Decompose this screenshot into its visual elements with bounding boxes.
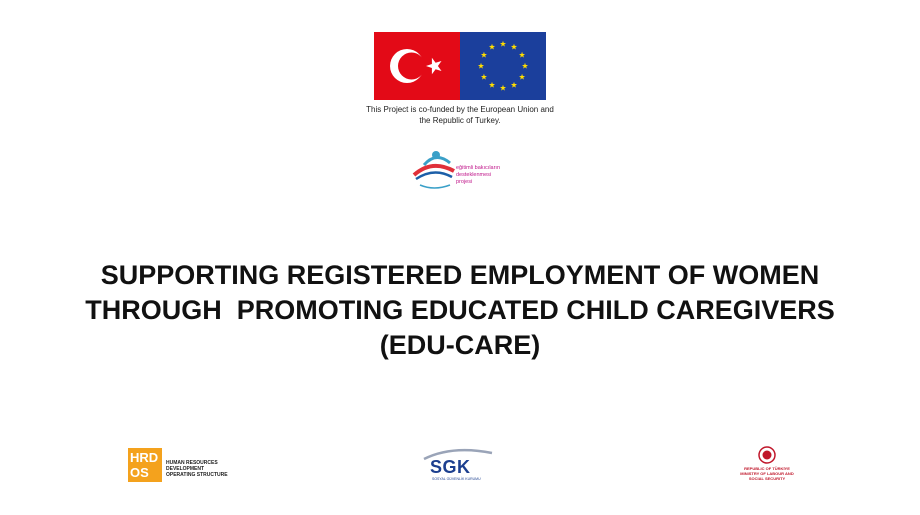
eu-star-icon — [500, 85, 506, 91]
crescent-star-icon — [374, 32, 460, 100]
sgk-word: SGK — [430, 457, 471, 477]
page-title — [40, 258, 880, 363]
eu-star-icon — [489, 44, 495, 50]
eu-stars-icon — [460, 32, 546, 100]
hrdos-caption — [166, 460, 228, 478]
sgk-subtitle: SOSYAL GÜVENLİK KURUMU — [432, 477, 481, 481]
hrdos-letters-top: HRD — [130, 450, 159, 465]
eu-star-icon — [511, 82, 517, 88]
eu-star-icon — [478, 63, 484, 69]
eu-star-icon — [519, 52, 525, 58]
hrdos-line-1: HUMAN RESOURCES — [166, 460, 218, 466]
caregiver-icon — [410, 145, 515, 193]
flags — [374, 32, 546, 100]
ministry-line-2: MINISTRY OF LABOUR AND — [740, 471, 794, 476]
ministry-caption — [738, 466, 796, 481]
turkey-flag — [374, 32, 460, 100]
logo-line-3: projesi — [456, 179, 473, 185]
eu-star-icon — [481, 74, 487, 80]
cofunding-line-2: the Republic of Turkey. — [419, 116, 501, 125]
hrdos-mark — [128, 448, 162, 482]
sgk-logo — [422, 447, 494, 483]
eu-star-icon — [519, 74, 525, 80]
eu-star-icon — [481, 52, 487, 58]
eu-star-icon — [522, 63, 528, 69]
eu-star-icon — [500, 41, 506, 47]
ministry-line-1: REPUBLIC OF TÜRKİYE — [744, 466, 790, 471]
eu-flag — [460, 32, 546, 100]
ministry-emblem-icon — [738, 446, 796, 466]
eu-star-icon — [489, 82, 495, 88]
logo-line-1: eğitimli bakıcıların — [456, 165, 501, 171]
ministry-line-3: SOCIAL SECURITY — [748, 476, 786, 481]
cofunding-statement — [330, 104, 590, 126]
hrdos-logo — [128, 448, 238, 484]
title-line-1: SUPPORTING REGISTERED EMPLOYMENT OF WOMEN — [100, 260, 820, 290]
logo-line-2: desteklenmesi — [456, 172, 492, 178]
edu-care-logo — [410, 145, 515, 193]
ministry-logo — [738, 446, 796, 486]
title-line-3: (EDU-CARE) — [379, 330, 541, 360]
hrdos-line-2: DEVELOPMENT — [166, 466, 205, 472]
hrdos-line-3: OPERATING STRUCTURE — [166, 472, 228, 478]
title-line-2: THROUGH PROMOTING EDUCATED CHILD CAREGIVERS — [85, 295, 835, 325]
cofunding-line-1: This Project is co-funded by the European Union and — [366, 105, 554, 114]
hrdos-letters-bottom: OS — [130, 465, 149, 480]
eu-star-icon — [511, 44, 517, 50]
